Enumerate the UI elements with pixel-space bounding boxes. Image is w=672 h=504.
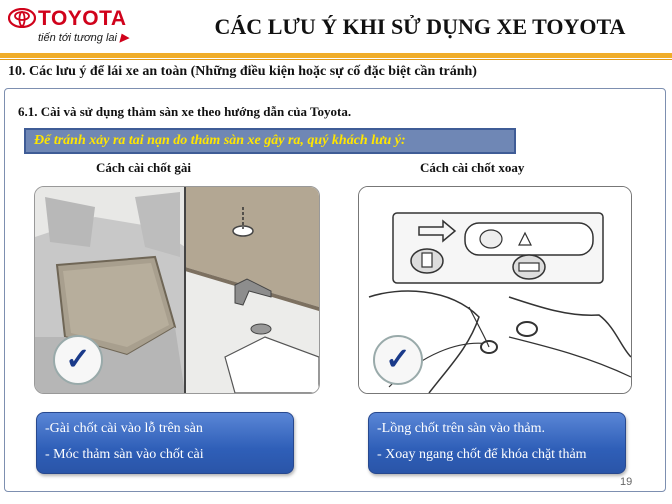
instruction-line: -Lồng chốt trên sàn vào thảm. xyxy=(377,421,545,436)
approved-check-icon xyxy=(53,335,103,385)
caption-twist-lock: Cách cài chốt xoay xyxy=(420,160,525,175)
warning-banner-text: Để tránh xảy ra tai nạn do thảm sàn xe gây ra, quý khách lưu ý: xyxy=(34,133,406,148)
page-number: 19 xyxy=(620,476,633,488)
snap-clip-instructions xyxy=(36,412,294,474)
header-rule-line xyxy=(0,59,672,60)
header-rule xyxy=(0,53,672,58)
snap-clip-photo xyxy=(34,186,320,394)
check-mark: ✓ xyxy=(65,343,91,376)
tagline-arrow-icon: ▶ xyxy=(120,32,129,44)
twist-lock-photo xyxy=(358,186,632,394)
toyota-emblem-icon xyxy=(8,8,36,28)
approved-check-icon xyxy=(373,335,423,385)
check-mark: ✓ xyxy=(385,343,411,376)
brand-tagline xyxy=(38,31,129,44)
tagline-text: tiến tới tương lai xyxy=(38,32,117,44)
section-subtitle: 10. Các lưu ý để lái xe an toàn (Những điều kiện hoặc sự cố đặc biệt cần tránh) xyxy=(8,64,477,79)
section-title: 6.1. Cài và sử dụng thảm sàn xe theo hướng dẫn của Toyota. xyxy=(18,104,352,119)
caption-snap-clip: Cách cài chốt gài xyxy=(96,160,191,175)
twist-lock-instructions xyxy=(368,412,626,474)
instruction-line: - Móc thảm sàn vào chốt cài xyxy=(45,447,204,462)
warning-banner xyxy=(24,128,516,154)
page-title: CÁC LƯU Ý KHI SỬ DỤNG XE TOYOTA xyxy=(214,14,626,39)
instruction-line: - Xoay ngang chốt để khóa chặt thảm xyxy=(377,447,587,462)
toyota-logo xyxy=(8,6,138,46)
instruction-line: -Gài chốt cài vào lỗ trên sàn xyxy=(45,421,203,436)
brand-name: TOYOTA xyxy=(38,7,127,30)
